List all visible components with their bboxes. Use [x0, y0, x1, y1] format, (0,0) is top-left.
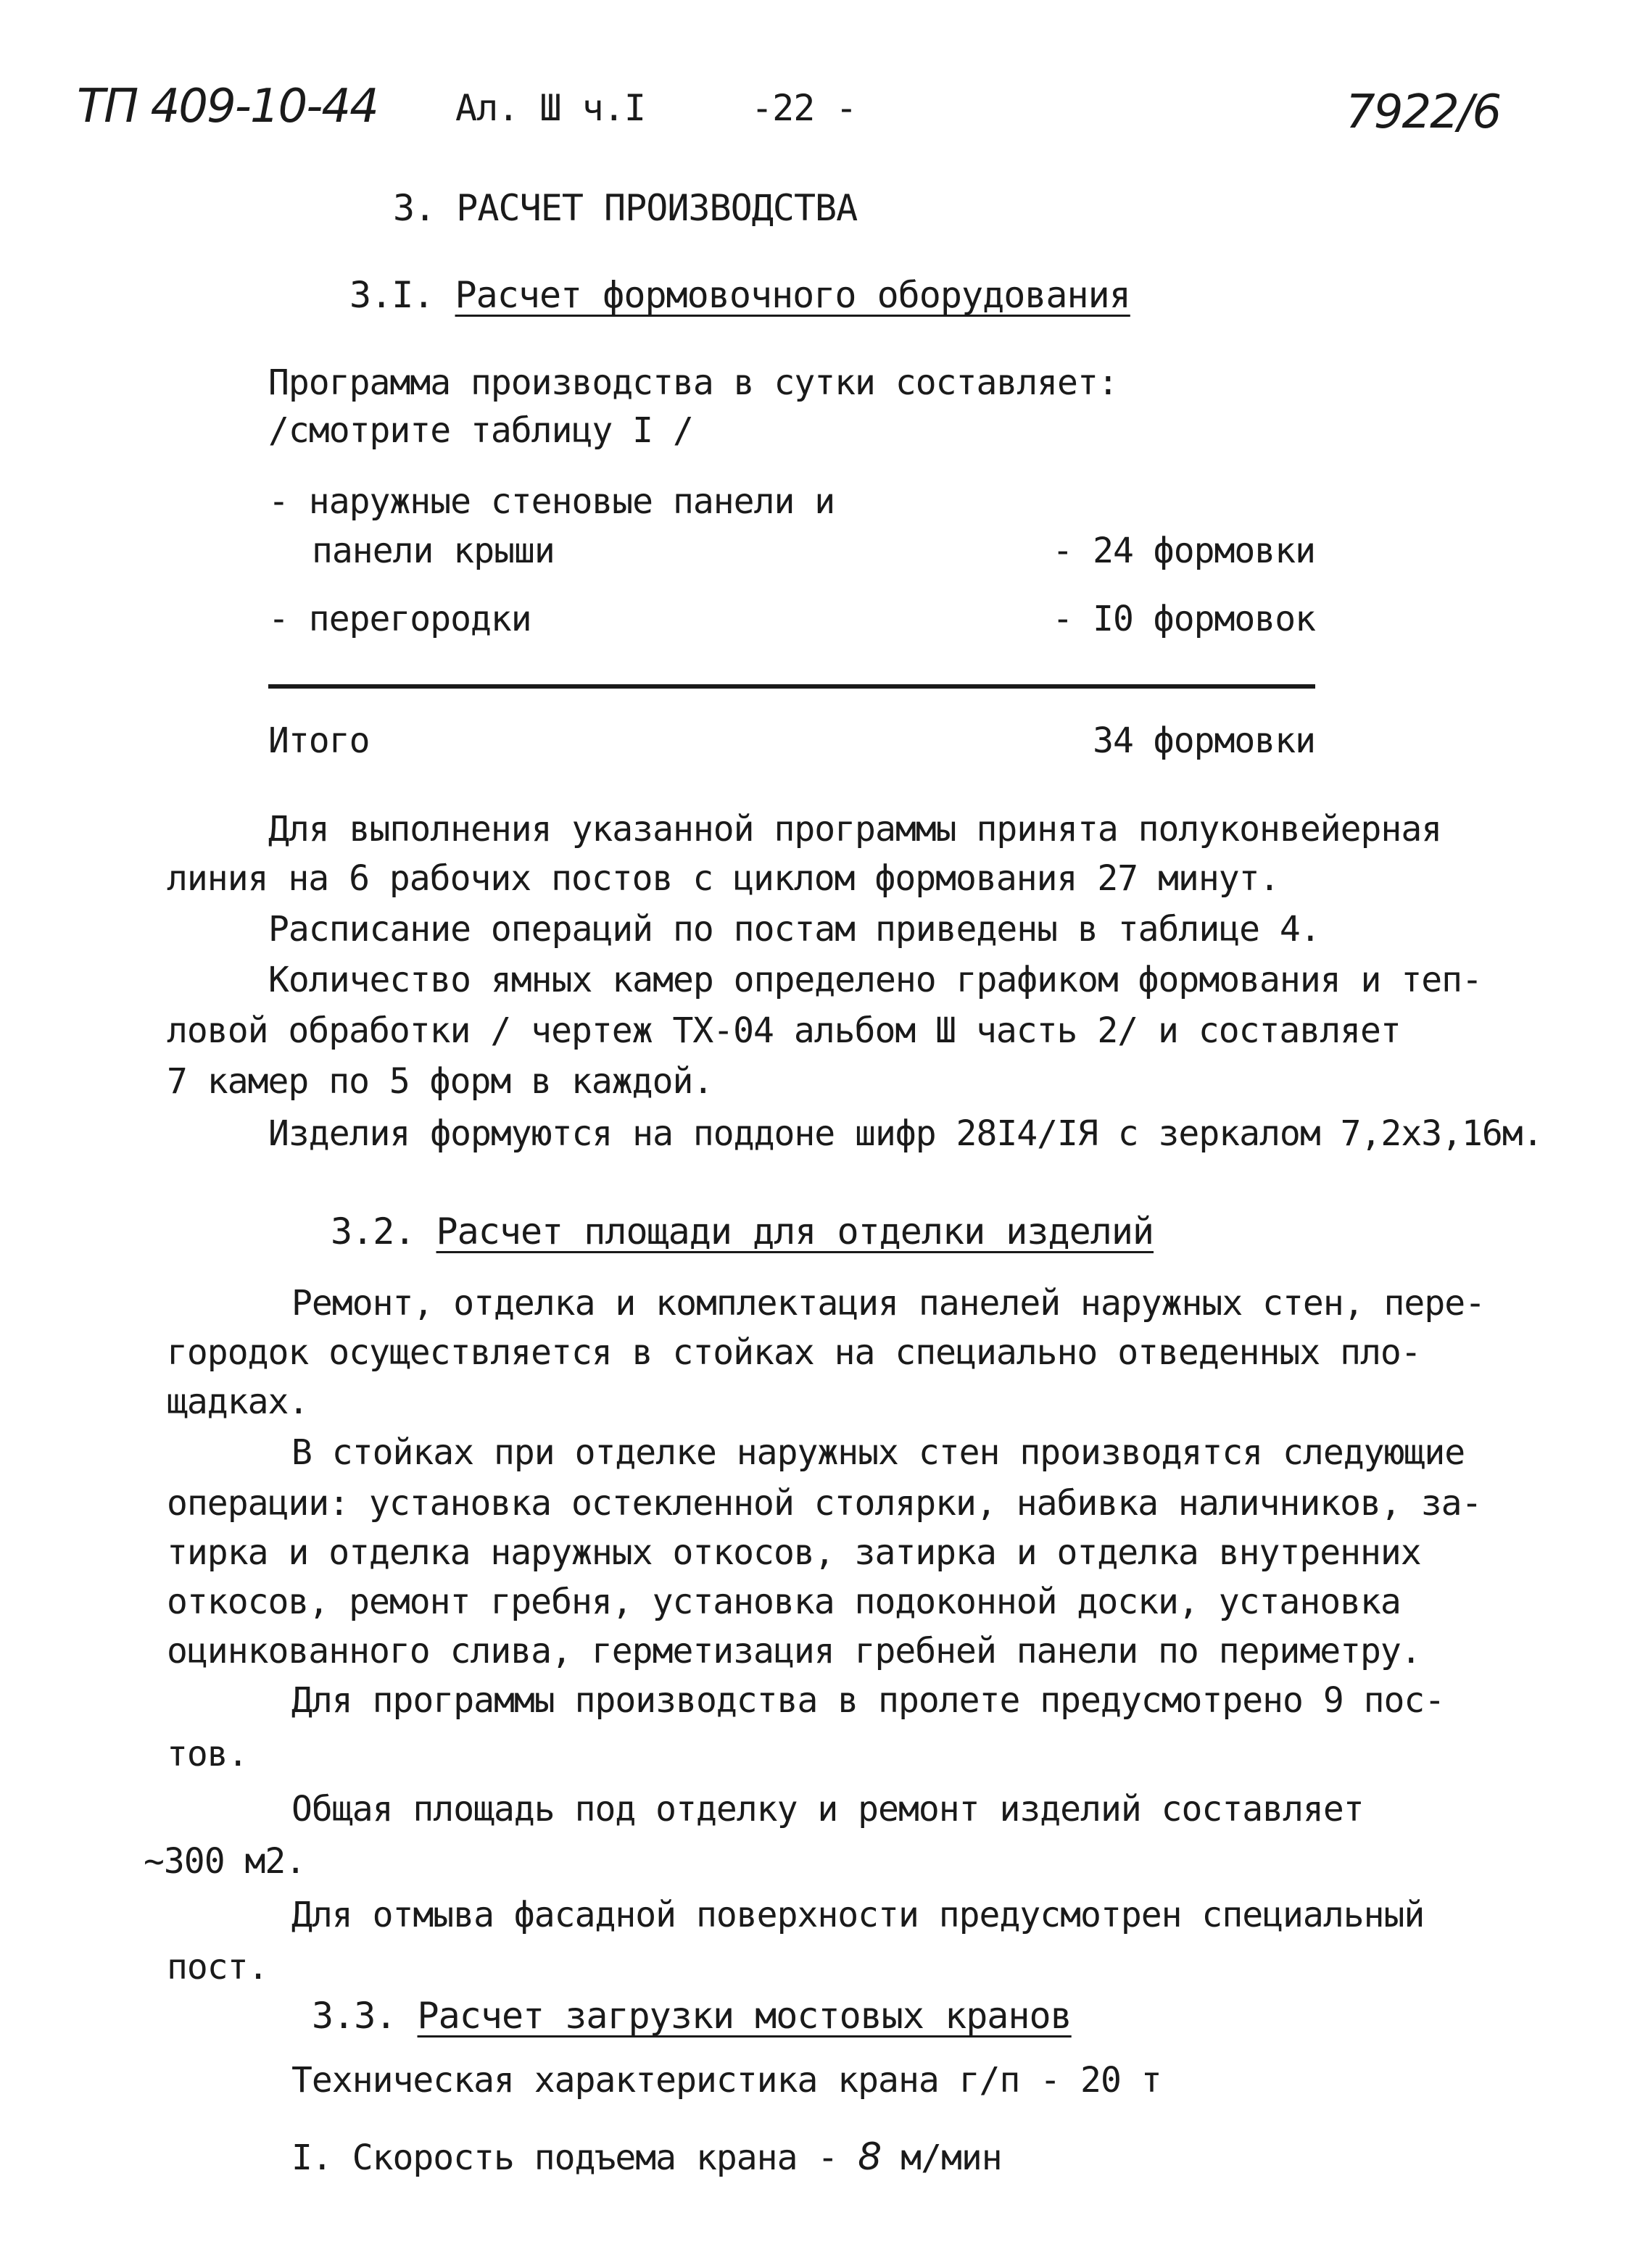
- project-code: ТП 409-10-44: [77, 80, 378, 133]
- para3-line1: Количество ямных камер определено графиком формования и теп-: [268, 960, 1482, 1000]
- crane-speed-label: I. Скорость подъема крана -: [291, 2138, 838, 2178]
- item-outer-panels-value: - 24 формовки: [1052, 531, 1315, 571]
- s32-line: городок осуществляется в стойках на специально отведенных пло-: [167, 1332, 1421, 1373]
- s32-line: Для отмыва фасадной поверхности предусмотрен специальный: [291, 1895, 1425, 1935]
- section-3-2-title: Расчет площади для отделки изделий: [436, 1210, 1154, 1253]
- section-3-1-heading: [349, 274, 1130, 316]
- section-3-1-title: Расчет формовочного оборудования: [455, 274, 1130, 316]
- total-label: Итого: [268, 720, 370, 761]
- program-intro-line2: /смотрите таблицу I /: [268, 410, 693, 451]
- s32-line: щадках.: [167, 1382, 309, 1422]
- item-outer-panels-line1: - наружные стеновые панели и: [268, 481, 835, 522]
- s32-line: Общая площадь под отделку и ремонт изделий составляет: [291, 1789, 1364, 1829]
- para2-line1: Расписание операций по постам приведены в таблице 4.: [268, 909, 1320, 950]
- program-intro-line1: Программа производства в сутки составляет:: [268, 362, 1118, 403]
- total-divider: [268, 684, 1315, 689]
- section-3-2-heading: [331, 1210, 1154, 1253]
- s32-line: оцинкованного слива, герметизация гребней панели по периметру.: [167, 1631, 1421, 1671]
- section-title: 3. РАСЧЕТ ПРОИЗВОДСТВА: [393, 187, 858, 229]
- section-3-1-number: 3.I.: [349, 274, 434, 316]
- s32-line: В стойках при отделке наружных стен производятся следующие: [291, 1432, 1465, 1473]
- para1-line1: Для выполнения указанной программы принята полуконвейерная: [268, 809, 1442, 850]
- para4-line1: Изделия формуются на поддоне шифр 28I4/IЯ с зеркалом 7,2х3,16м.: [268, 1113, 1543, 1154]
- album-reference: Ал. Ш ч.I: [455, 87, 645, 129]
- section-3-3-heading: [312, 1995, 1072, 2037]
- crane-speed-line: [291, 2135, 1002, 2179]
- total-value: 34 формовки: [1093, 720, 1315, 761]
- crane-speed-unit: м/мин: [901, 2138, 1002, 2178]
- s32-line: Ремонт, отделка и комплектация панелей наружных стен, пере-: [291, 1283, 1486, 1324]
- page-number: -22 -: [751, 87, 857, 129]
- crane-speed-value: 8: [858, 2135, 881, 2179]
- s32-line: откосов, ремонт гребня, установка подоконной доски, установка: [167, 1582, 1401, 1622]
- para1-line2: линия на 6 рабочих постов с циклом формования 27 минут.: [167, 858, 1280, 899]
- item-outer-panels-line2: панели крыши: [312, 531, 555, 571]
- section-3-2-number: 3.2.: [331, 1210, 415, 1253]
- s32-line: Для программы производства в пролете предусмотрено 9 пос-: [291, 1680, 1445, 1721]
- item-partitions-value: - I0 формовок: [1052, 599, 1315, 639]
- s32-line: операции: установка остекленной столярки, набивка наличников, за-: [167, 1483, 1482, 1524]
- para3-line3: 7 камер по 5 форм в каждой.: [167, 1061, 713, 1102]
- section-3-3-number: 3.3.: [312, 1995, 397, 2037]
- s32-line: тов.: [167, 1734, 248, 1774]
- section-3-3-title: Расчет загрузки мостовых кранов: [417, 1995, 1072, 2037]
- crane-spec-line: Техническая характеристика крана г/п - 20 т: [291, 2060, 1162, 2101]
- s32-line: тирка и отделка наружных откосов, затирка и отделка внутренних: [167, 1532, 1421, 1573]
- s32-line: пост.: [167, 1947, 268, 1987]
- archive-number: 7922/6: [1346, 86, 1501, 139]
- s32-line: ~300 м2.: [144, 1841, 306, 1882]
- para3-line2: ловой обработки / чертеж ТХ-04 альбом Ш часть 2/ и составляет: [167, 1010, 1401, 1051]
- item-partitions-label: - перегородки: [268, 599, 531, 639]
